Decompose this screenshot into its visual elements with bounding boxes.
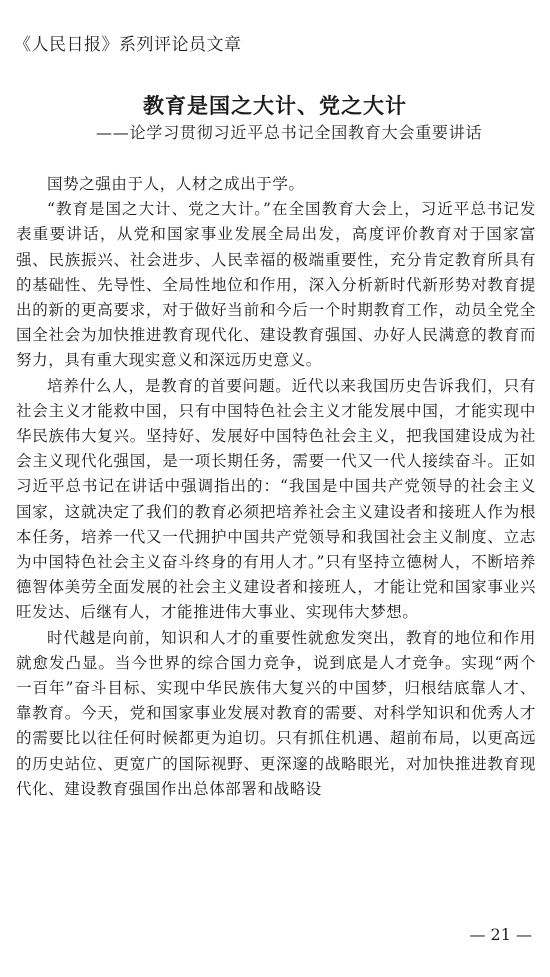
series-header: 《人民日报》系列评论员文章 (14, 35, 242, 55)
article-body (16, 172, 536, 802)
article-title: 教育是国之大计、党之大计 (143, 93, 407, 118)
paragraph: “教育是国之大计、党之大计。”在全国教育大会上，习近平总书记发表重要讲话，从党和国家事业发展全局出发，高度评价教育对于国家富强、民族振兴、社会进步、人民幸福的极端重要性，充分肯定教育所具有的基础性、先导性、全局性地位和作用，深入分析新时代新形势对教育提出的新的更高要求，对于做好当前和今后一个时期教育工作，动员全党全国全社会为加快推进教育现代化、建设教育强国、办好人民满意的教育而努力，具有重大现实意义和深远历史意义。 (16, 200, 536, 370)
paragraph: 时代越是向前，知识和人才的重要性就愈发突出，教育的地位和作用就愈发凸显。当今世界的综合国力竞争，说到底是人才竞争。实现“两个一百年”奋斗目标、实现中华民族伟大复兴的中国梦，归根结底靠人才、靠教育。今天，党和国家事业发展对教育的需要、对科学知识和优秀人才的需要比以往任何时候都更为迫切。只有抓住机遇、超前布局，以更高远的历史站位、更宽广的国际视野、更深邃的战略眼光，对加快推进教育现代化、建设教育强国作出总体部署和战略设 (16, 628, 536, 798)
article-subtitle: ——论学习贯彻习近平总书记全国教育大会重要讲话 (96, 123, 483, 142)
page-number: — 21 — (469, 925, 532, 944)
paragraph: 国势之强由于人，人材之成出于学。 (47, 175, 305, 193)
paragraph: 培养什么人，是教育的首要问题。近代以来我国历史告诉我们，只有社会主义才能救中国，只有中国特色社会主义才能发展中国，才能实现中华民族伟大复兴。坚持好、发展好中国特色社会主义，把我国建设成为社会主义现代化强国，是一项长期任务，需要一代又一代人接续奋斗。正如习近平总书记在讲话中强调指出的：“我国是中国共产党领导的社会主义国家，这就决定了我们的教育必须把培养社会主义建设者和接班人作为根本任务，培养一代又一代拥护中国共产党领导和我国社会主义制度、立志为中国特色社会主义奋斗终身的有用人才。”只有坚持立德树人，不断培养德智体美劳全面发展的社会主义建设者和接班人，才能让党和国家事业兴旺发达、后继有人，才能推进伟大事业、实现伟大梦想。 (16, 376, 536, 622)
